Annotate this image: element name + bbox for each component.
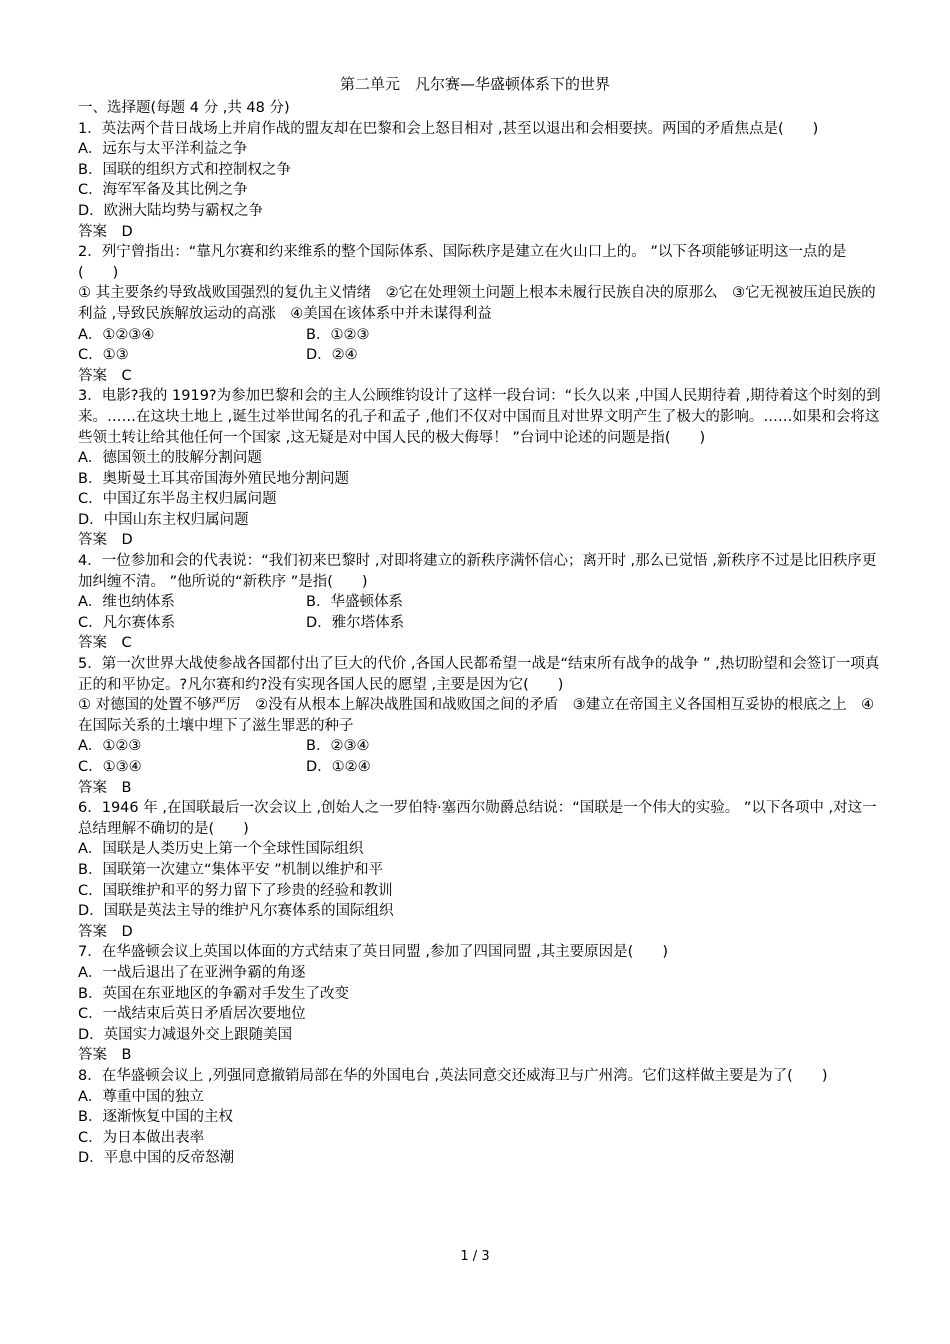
question-1-option-c: C．海军军备及其比例之争 (78, 182, 248, 199)
question-1-answer: 答案 D (78, 223, 133, 240)
question-1-option-a: A．远东与太平洋利益之争 (78, 141, 248, 158)
question-2-detail: ① 其主要条约导致战败国强烈的复仇主义情绪 ②它在处理领土问题上根本未履行民族自决的原那么 ③它无视被压迫民族的利益 ,导致民族解放运动的高涨 ④美国在该体系中并未谋得利益 (78, 285, 876, 322)
question-4-option-c: C．凡尔赛体系 (78, 614, 176, 631)
question-5-option-d: D．①②④ (306, 759, 371, 775)
question-2-option-a: A．①②③④ (78, 326, 155, 343)
question-7-option-d: D．英国实力减退外交上跟随美国 (78, 1026, 293, 1043)
question-3-option-c: C．中国辽东半岛主权归属问题 (78, 491, 277, 508)
question-1-option-d: D．欧洲大陆均势与霸权之争 (78, 202, 264, 219)
question-5-answer: 答案 B (78, 779, 132, 796)
question-2-answer: 答案 C (78, 367, 132, 384)
question-1-stem: 1．英法两个昔日战场上并肩作战的盟友却在巴黎和会上怒目相对 ,甚至以退出和会相要挟。两国的矛盾焦点是( ) (78, 120, 819, 137)
question-5-options-row-2 (68, 757, 884, 778)
question-3-option-b: B．奥斯曼土耳其帝国海外殖民地分割问题 (78, 470, 349, 487)
question-4-option-b: B．华盛顿体系 (306, 594, 403, 611)
document-body (68, 98, 884, 1169)
question-6-option-a: A．国联是人类历史上第一个全球性国际组织 (78, 841, 364, 858)
question-5-option-a: A．①②③ (78, 738, 142, 755)
question-3-answer: 答案 D (78, 532, 133, 549)
question-7-option-b: B．英国在东亚地区的争霸对手发生了改变 (78, 985, 349, 1002)
question-5-options-row-1 (68, 736, 884, 757)
question-3-option-d: D．中国山东主权归属问题 (78, 511, 249, 528)
question-7-option-c: C．一战结束后英日矛盾居次要地位 (78, 1006, 306, 1023)
page-number: 1 / 3 (460, 1249, 490, 1264)
question-7-option-a: A．一战后退出了在亚洲争霸的角逐 (78, 964, 306, 981)
question-6-option-b: B．国联第一次建立“集体平安 ”机制以维护和平 (78, 861, 384, 878)
question-4-stem: 4．一位参加和会的代表说：“我们初来巴黎时 ,对即将建立的新秩序满怀信心；离开时 ,那么已觉悟 ,新秩序不过是比旧秩序更加纠缠不清。 ”他所说的“新秩序 ”是指( ) (78, 553, 877, 590)
question-7-stem: 7．在华盛顿会议上英国以体面的方式结束了英日同盟 ,参加了四国同盟 ,其主要原因是( ) (78, 944, 668, 961)
question-6-answer: 答案 D (78, 923, 133, 940)
question-4-options-row-2 (68, 613, 884, 634)
question-8-stem: 8．在华盛顿会议上 ,列强同意撤销局部在华的外国电台 ,英法同意交还威海卫与广州湾。它们这样做主要是为了( ) (78, 1067, 828, 1084)
question-3-option-a: A．德国领土的肢解分割问题 (78, 450, 262, 467)
question-6-stem: 6．1946 年 ,在国联最后一次会议上 ,创始人之一罗伯特·塞西尔勋爵总结说：“国联是一个伟大的实验。 ”以下各项中 ,对这一总结理解不确切的是( ) (78, 800, 877, 837)
section-heading: 一、选择题(每题 4 分 ,共 48 分) (78, 100, 290, 116)
question-2-option-b: B．①②③ (306, 326, 370, 343)
question-8-option-c: C．为日本做出表率 (78, 1129, 205, 1146)
question-2-options-row-2 (68, 345, 884, 366)
question-4-option-a: A．维也纳体系 (78, 594, 175, 611)
question-3-stem: 3．电影?我的 1919?为参加巴黎和会的主人公顾维钧设计了这样一段台词：“长久以来 ,中国人民期待着 ,期待着这个时刻的到来。……在这块土地上 ,诞生过举世闻名的孔子和孟子 ,他们不仅对中国而且对世界文明产生了极大的影响。……如果和会将这些领土转让给其他任何一个国家 ,这无疑是对中国人民的极大侮辱！ ”台词中论述的问题是指( ) (78, 388, 881, 446)
question-2-options-row-1 (68, 325, 884, 346)
question-5-stem: 5．第一次世界大战使参战各国都付出了巨大的代价 ,各国人民都希望一战是“结束所有战争的战争 ” ,热切盼望和会签订一项真正的和平协定。?凡尔赛和约?没有实现各国人民的愿望 ,主要是因为它( ) (78, 656, 880, 693)
question-7-answer: 答案 B (78, 1047, 132, 1064)
question-8-option-d: D．平息中国的反帝怒潮 (78, 1150, 235, 1167)
question-5-detail: ① 对德国的处置不够严厉 ②没有从根本上解决战胜国和战败国之间的矛盾 ③建立在帝国主义各国相互妥协的根底之上 ④在国际关系的土壤中埋下了滋生罪恶的种子 (78, 697, 875, 734)
question-6-option-d: D．国联是英法主导的维护凡尔赛体系的国际组织 (78, 903, 394, 920)
question-2-option-c: C．①③ (78, 347, 129, 364)
question-5-option-b: B．②③④ (306, 738, 370, 755)
page-title: 第二单元 凡尔赛—华盛顿体系下的世界 (339, 75, 610, 93)
question-4-answer: 答案 C (78, 635, 132, 652)
question-4-options-row-1 (68, 592, 884, 613)
question-4-option-d: D．雅尔塔体系 (306, 614, 405, 631)
question-6-option-c: C．国联维护和平的努力留下了珍贵的经验和教训 (78, 882, 393, 899)
question-8-option-a: A．尊重中国的独立 (78, 1088, 204, 1105)
question-8-option-b: B．逐渐恢复中国的主权 (78, 1109, 233, 1126)
question-1-option-b: B．国联的组织方式和控制权之争 (78, 161, 291, 178)
question-5-option-c: C．①③④ (78, 759, 142, 775)
question-2-stem: 2．列宁曾指出：“靠凡尔赛和约来维系的整个国际体系、国际秩序是建立在火山口上的。 ”以下各项能够证明这一点的是( ) (78, 244, 847, 281)
question-2-option-d: D．②④ (306, 347, 358, 364)
